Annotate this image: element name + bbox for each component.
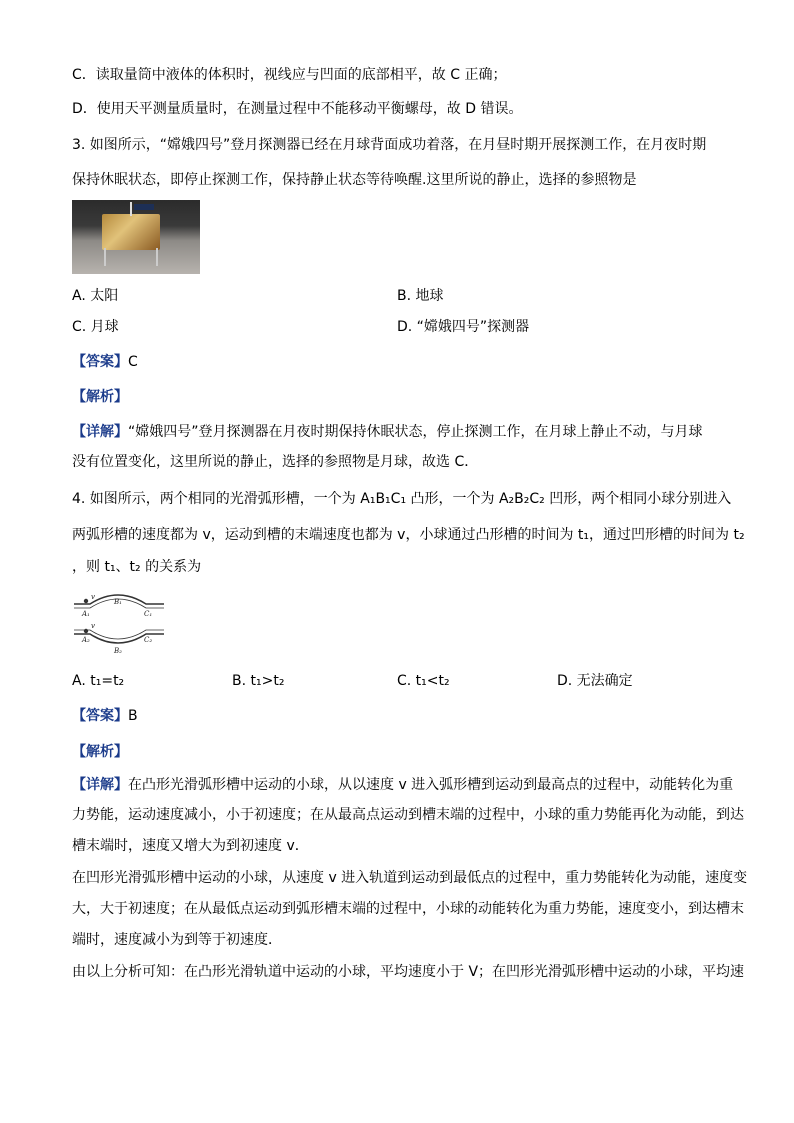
- detail-tag: 【详解】: [72, 424, 128, 440]
- q3-option-b: B. 地球: [397, 288, 444, 304]
- arc-groove-figure: [72, 590, 168, 656]
- text-line: C．读取量筒中液体的体积时，视线应与凹面的底部相平，故 C 正确；: [72, 67, 507, 83]
- lunar-lander-photo: [72, 200, 200, 274]
- question-4-stem: ，则 t₁、t₂ 的关系为: [72, 559, 202, 575]
- answer-value: C: [128, 354, 138, 370]
- q3-analysis-tag: 【解析】: [72, 389, 128, 405]
- q4-option-b: B. t₁>t₂: [232, 673, 285, 689]
- q3-answer: [72, 352, 138, 372]
- svg-text:B₂: B₂: [114, 647, 122, 655]
- q3-detail: 【详解】“嫦娥四号”登月探测器在月夜时期保持休眠状态，停止探测工作，在月球上静止不动，与月球: [72, 424, 703, 440]
- ball-2: [84, 629, 88, 633]
- svg-text:C₂: C₂: [144, 636, 153, 644]
- q3-option-d: D. “嫦娥四号”探测器: [397, 319, 530, 335]
- ball-1: [84, 599, 88, 603]
- q4-answer: 【答案】B: [72, 708, 138, 724]
- q4-option-c: C. t₁<t₂: [397, 673, 450, 689]
- q4-detail: 端时，速度减小为到等于初速度．: [72, 932, 282, 948]
- q3-option-c: C. 月球: [72, 319, 119, 335]
- question-4-stem: 两弧形槽的速度都为 v，运动到槽的末端速度也都为 v，小球通过凸形槽的时间为 t₁，通过凹形槽的时间为 t₂: [72, 527, 745, 543]
- q4-detail: 【详解】在凸形光滑弧形槽中运动的小球，从以速度 v 进入弧形槽到运动到最高点的过程中，动能转化为重: [72, 777, 734, 793]
- q4-detail: 力势能，运动速度减小，小于初速度；在从最高点运动到槽末端的过程中，小球的重力势能再化为动能，到达: [72, 807, 744, 823]
- q4-option-a: A. t₁=t₂: [72, 673, 125, 689]
- q4-detail: 槽末端时，速度又增大为到初速度 v．: [72, 838, 309, 854]
- question-4-stem: 4. 如图所示，两个相同的光滑弧形槽，一个为 A₁B₁C₁ 凸形，一个为 A₂B₂C₂ 凹形，两个相同小球分别进入: [72, 491, 732, 507]
- q4-detail: 大，大于初速度；在从最低点运动到弧形槽末端的过程中，小球的动能转化为重力势能，速度变小，到达槽末: [72, 901, 744, 917]
- svg-text:A₁: A₁: [82, 610, 90, 618]
- svg-text:A₂: A₂: [82, 636, 90, 644]
- q4-analysis-tag: 【解析】: [72, 744, 128, 760]
- q4-detail: 在凹形光滑弧形槽中运动的小球，从速度 v 进入轨道到运动到最低点的过程中，重力势能转化为动能，速度变: [72, 870, 748, 886]
- q3-detail: 没有位置变化，这里所说的静止，选择的参照物是月球，故选 C．: [72, 454, 479, 470]
- text-line: D．使用天平测量质量时，在测量过程中不能移动平衡螺母，故 D 错误。: [72, 101, 523, 117]
- q3-option-a: A. 太阳: [72, 288, 119, 304]
- svg-text:C₁: C₁: [144, 610, 153, 618]
- q4-option-d: D. 无法确定: [557, 673, 633, 689]
- svg-text:v: v: [91, 622, 95, 630]
- svg-text:v: v: [91, 593, 95, 601]
- lander-body: [102, 214, 160, 250]
- svg-text:B₁: B₁: [114, 598, 122, 606]
- question-3-stem: 保持休眠状态，即停止探测工作，保持静止状态等待唤醒.这里所说的静止，选择的参照物是: [72, 172, 637, 188]
- answer-value: B: [128, 708, 138, 724]
- answer-tag: 【答案】: [72, 354, 128, 370]
- question-3-stem: 3. 如图所示，“嫦娥四号”登月探测器已经在月球背面成功着落，在月昼时期开展探测工作，在月夜时期: [72, 137, 707, 153]
- q4-detail: 由以上分析可知：在凸形光滑轨道中运动的小球，平均速度小于 V；在凹形光滑弧形槽中运动的小球，平均速: [72, 964, 745, 980]
